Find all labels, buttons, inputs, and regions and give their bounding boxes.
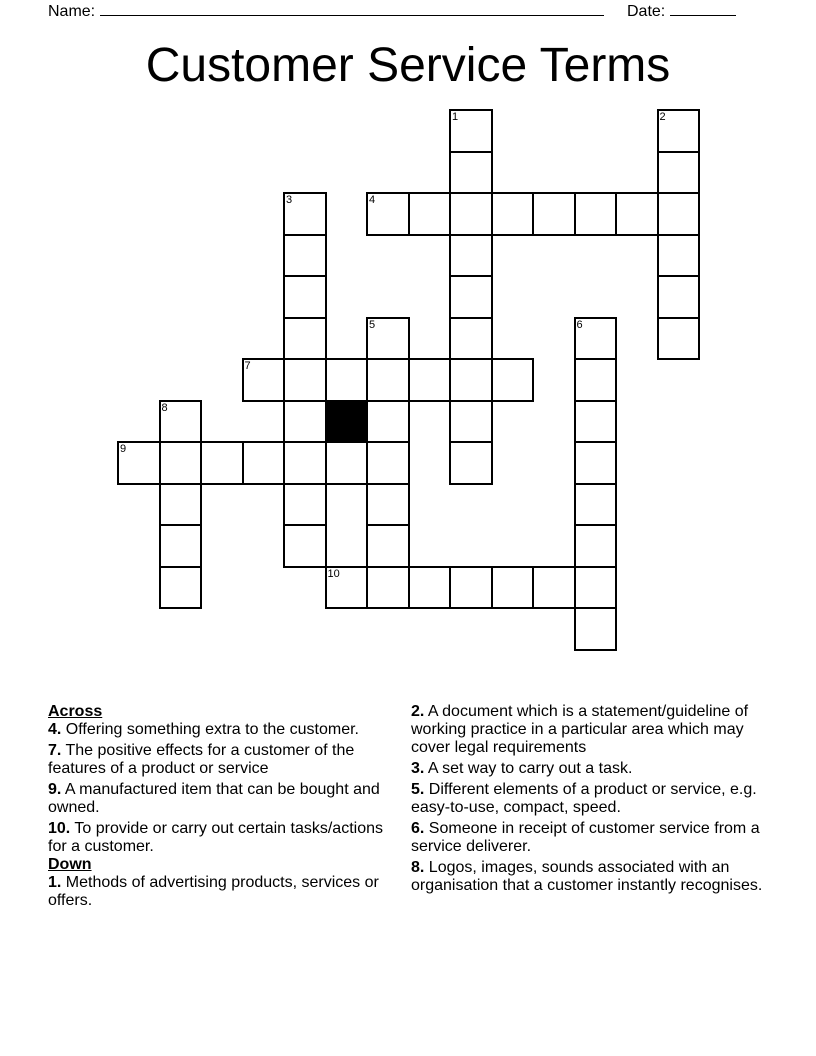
clue-number: 8. (411, 859, 425, 876)
grid-cell[interactable] (449, 566, 493, 610)
clue-text: The positive effects for a customer of the features of a product or service (48, 742, 355, 777)
clue-down-5 (411, 781, 781, 817)
grid-cell[interactable] (449, 151, 493, 195)
clues-right-column (411, 703, 781, 898)
grid-cell[interactable] (283, 400, 327, 444)
grid-cell[interactable] (449, 441, 493, 485)
grid-cell[interactable] (657, 109, 701, 153)
grid-cell[interactable] (574, 192, 618, 236)
clue-down-2 (411, 703, 781, 757)
clue-down-6 (411, 820, 781, 856)
grid-cell[interactable] (283, 524, 327, 568)
grid-cell[interactable] (491, 566, 535, 610)
grid-cell[interactable] (532, 192, 576, 236)
black-square (325, 400, 369, 444)
grid-cell[interactable] (366, 524, 410, 568)
clue-number: 3. (411, 760, 425, 777)
grid-cell[interactable] (325, 566, 369, 610)
cell-number: 3 (286, 194, 293, 206)
grid-cell[interactable] (657, 151, 701, 195)
date-label: Date: (627, 3, 666, 20)
clues-left-column (48, 703, 388, 913)
grid-cell[interactable] (615, 192, 659, 236)
grid-cell[interactable] (283, 441, 327, 485)
grid-cell[interactable] (574, 524, 618, 568)
grid-cell[interactable] (283, 275, 327, 319)
clue-number: 10. (48, 820, 71, 837)
clue-text: A set way to carry out a task. (427, 760, 633, 777)
clue-down-8 (411, 859, 781, 895)
cell-number: 9 (120, 443, 127, 455)
grid-cell[interactable] (491, 358, 535, 402)
grid-cell[interactable] (159, 400, 203, 444)
grid-cell[interactable] (449, 400, 493, 444)
grid-cell[interactable] (449, 317, 493, 361)
grid-cell[interactable] (449, 275, 493, 319)
cell-number: 7 (244, 360, 251, 372)
grid-cell[interactable] (408, 566, 452, 610)
clue-text: Logos, images, sounds associated with an organisation that a customer instantly recognises. (411, 859, 763, 894)
grid-cell[interactable] (657, 234, 701, 278)
clue-down-1 (48, 874, 388, 910)
grid-cell[interactable] (366, 192, 410, 236)
grid-cell[interactable] (283, 234, 327, 278)
grid-cell[interactable] (491, 192, 535, 236)
clue-down-3 (411, 760, 781, 778)
clue-text: Different elements of a product or service, e.g. easy-to-use, compact, speed. (411, 781, 757, 816)
clue-across-10 (48, 820, 388, 856)
grid-cell[interactable] (366, 441, 410, 485)
grid-cell[interactable] (408, 192, 452, 236)
grid-cell[interactable] (574, 607, 618, 651)
grid-cell[interactable] (159, 483, 203, 527)
grid-cell[interactable] (117, 441, 161, 485)
grid-cell[interactable] (200, 441, 244, 485)
down-heading: Down (48, 856, 92, 873)
grid-cell[interactable] (449, 358, 493, 402)
grid-cell[interactable] (242, 358, 286, 402)
grid-cell[interactable] (366, 358, 410, 402)
clue-across-4 (48, 721, 388, 739)
clue-number: 7. (48, 742, 62, 759)
grid-cell[interactable] (657, 192, 701, 236)
grid-cell[interactable] (325, 441, 369, 485)
clue-number: 2. (411, 703, 425, 720)
cell-number: 5 (369, 318, 376, 331)
clue-text: To provide or carry out certain tasks/actions for a customer. (48, 820, 383, 855)
grid-cell[interactable] (532, 566, 576, 610)
grid-cell[interactable] (283, 317, 327, 361)
grid-cell[interactable] (159, 441, 203, 485)
grid-cell[interactable] (574, 400, 618, 444)
page-title: Customer Service Terms (145, 39, 671, 92)
grid-cell[interactable] (283, 192, 327, 236)
clue-number: 4. (48, 721, 62, 738)
grid-cell[interactable] (159, 524, 203, 568)
clue-text: A document which is a statement/guideline of working practice in a particular area which may cover legal requirements (411, 703, 749, 756)
clue-text: Offering something extra to the customer. (65, 721, 359, 738)
grid-cell[interactable] (283, 483, 327, 527)
grid-cell[interactable] (574, 483, 618, 527)
grid-cell[interactable] (283, 358, 327, 402)
clue-text: Methods of advertising products, services or offers. (48, 874, 379, 909)
cell-number: 4 (369, 194, 376, 206)
clue-across-7 (48, 742, 388, 778)
grid-cell[interactable] (408, 358, 452, 402)
grid-cell[interactable] (325, 358, 369, 402)
grid-cell[interactable] (159, 566, 203, 610)
grid-cell[interactable] (449, 192, 493, 236)
grid-cell[interactable] (574, 566, 618, 610)
clue-number: 9. (48, 781, 62, 798)
cell-number: 2 (659, 111, 666, 123)
grid-cell[interactable] (242, 441, 286, 485)
grid-cell[interactable] (574, 317, 618, 361)
grid-cell[interactable] (366, 566, 410, 610)
clue-across-9 (48, 781, 388, 817)
cell-number: 10 (327, 567, 340, 580)
grid-cell[interactable] (574, 441, 618, 485)
grid-cell[interactable] (657, 275, 701, 319)
cell-number: 1 (452, 111, 459, 123)
across-heading: Across (48, 703, 103, 720)
grid-cell[interactable] (449, 234, 493, 278)
grid-cell[interactable] (449, 109, 493, 153)
grid-cell[interactable] (366, 400, 410, 444)
grid-cell[interactable] (366, 317, 410, 361)
clue-number: 1. (48, 874, 62, 891)
clue-number: 6. (411, 820, 425, 837)
grid-cell[interactable] (574, 358, 618, 402)
grid-cell[interactable] (366, 483, 410, 527)
clue-number: 5. (411, 781, 425, 798)
cell-number: 8 (161, 401, 168, 414)
grid-cell[interactable] (657, 317, 701, 361)
clue-text: Someone in receipt of customer service from a service deliverer. (411, 820, 760, 855)
cell-number: 6 (576, 318, 583, 331)
name-label: Name: (48, 3, 96, 20)
clue-text: A manufactured item that can be bought and owned. (48, 781, 380, 816)
